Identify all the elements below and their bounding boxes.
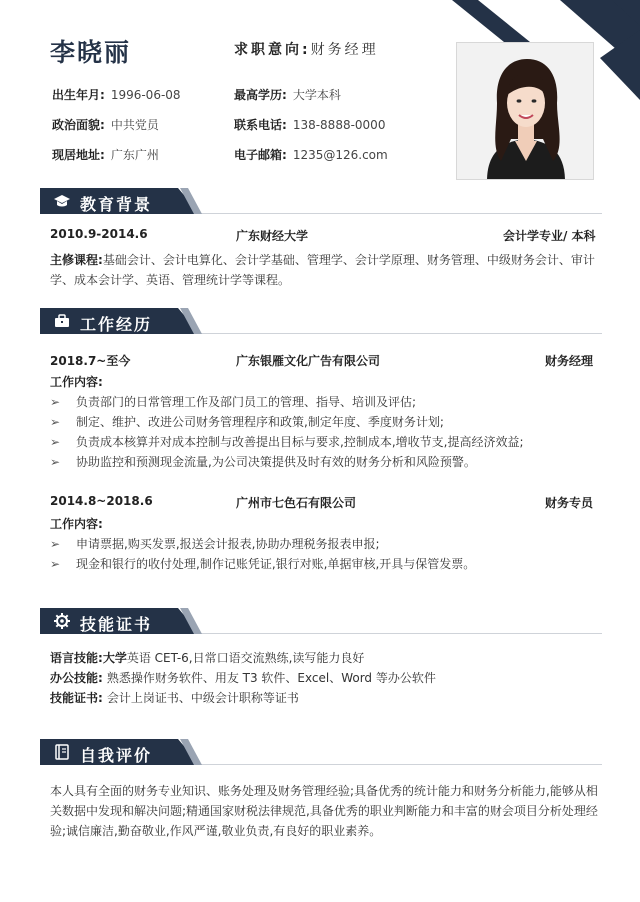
skill-language xyxy=(50,649,364,666)
job2-position: 财务专员 xyxy=(545,496,594,510)
skill-certificate xyxy=(50,689,299,706)
gear-icon xyxy=(54,613,70,629)
job-intent xyxy=(234,39,379,59)
info-phone xyxy=(234,116,385,133)
arrow-bullet-icon: ➢ xyxy=(50,557,61,571)
job1-bullet xyxy=(50,393,416,410)
info-label: 出生年月: xyxy=(52,88,105,102)
info-value: 中共党员 xyxy=(110,118,159,132)
book-icon xyxy=(54,744,70,760)
bullet-text: 负责成本核算并对成本控制与改善提出目标与要求,控制成本,增收节支,提高经济效益; xyxy=(76,435,524,449)
bullet-text: 负责部门的日常管理工作及部门员工的管理、指导、培训及评估; xyxy=(76,395,417,409)
arrow-bullet-icon: ➢ xyxy=(50,537,61,551)
arrow-bullet-icon: ➢ xyxy=(50,455,61,469)
section-skills-header xyxy=(40,608,600,634)
resume-name: 李晓丽 xyxy=(50,38,132,67)
graduation-cap-icon xyxy=(54,194,70,208)
info-education xyxy=(234,86,341,103)
info-label: 联系电话: xyxy=(234,118,287,132)
info-label: 最高学历: xyxy=(234,88,287,102)
job1-bullet xyxy=(50,453,476,470)
job2-bullet xyxy=(50,535,380,552)
job1-content-label: 工作内容: xyxy=(50,375,103,389)
courses-text: 基础会计、会计电算化、会计学基础、管理学、会计学原理、财务管理、中级财务会计、审计 xyxy=(102,253,595,267)
job1-company: 广东银雁文化广告有限公司 xyxy=(236,354,381,368)
skill-value: 英语 CET-6,日常口语交流熟练,读写能力良好 xyxy=(126,651,365,665)
job1-period: 2018.7~至今 xyxy=(50,354,131,368)
job1-bullet xyxy=(50,413,444,430)
info-value: 广东广州 xyxy=(110,148,159,162)
skill-value-bold: 大学 xyxy=(102,651,127,665)
portrait-illustration xyxy=(457,43,594,180)
info-value: 1996-06-08 xyxy=(110,88,181,102)
info-value: 138-8888-0000 xyxy=(292,118,386,132)
courses-label: 主修课程: xyxy=(50,253,103,267)
skill-office xyxy=(50,669,436,686)
job-intent-value: 财务经理 xyxy=(310,42,379,58)
skill-value: 熟悉操作财务软件、用友 T3 软件、Excel、Word 等办公软件 xyxy=(106,671,436,685)
skill-label: 办公技能: xyxy=(50,671,103,685)
info-label: 现居地址: xyxy=(52,148,105,162)
skill-value: 会计上岗证书、中级会计职称等证书 xyxy=(106,691,299,705)
job1-bullet xyxy=(50,433,524,450)
job2-content-label: 工作内容: xyxy=(50,517,103,531)
job2-bullet xyxy=(50,555,475,572)
info-label: 政治面貌: xyxy=(52,118,105,132)
briefcase-icon xyxy=(54,314,70,328)
info-email xyxy=(234,146,388,163)
job1-position: 财务经理 xyxy=(545,354,594,368)
section-title: 自我评价 xyxy=(80,746,153,765)
bullet-text: 协助监控和预测现金流量,为公司决策提供及时有效的财务分析和风险预警。 xyxy=(76,455,476,469)
job2-company: 广州市七色石有限公司 xyxy=(236,496,357,510)
info-birth xyxy=(52,86,181,103)
info-politics xyxy=(52,116,159,133)
bullet-text: 申请票据,购买发票,报送会计报表,协助办理税务报表申报; xyxy=(76,537,380,551)
education-period: 2010.9-2014.6 xyxy=(50,227,148,241)
profile-photo xyxy=(456,42,594,180)
skill-label: 语言技能: xyxy=(50,651,103,665)
info-value: 1235@126.com xyxy=(292,148,388,162)
self-evaluation-text: 本人具有全面的财务专业知识、账务处理及财务管理经验;具备优秀的统计能力和财务分析能力,能够从相关数据中发现和解决问题;精通国家财税法律规范,具备优秀的职业判断能力和丰富的财会项目分析处理经验;诚信廉洁,勤奋敬业,作风严谨,敬业负责,有良好的职业素养。 xyxy=(50,784,598,838)
section-title: 教育背景 xyxy=(80,195,153,214)
education-degree: 会计学专业/ 本科 xyxy=(503,229,596,243)
bullet-text: 制定、维护、改进公司财务管理程序和政策,制定年度、季度财务计划; xyxy=(76,415,444,429)
info-value: 大学本科 xyxy=(292,88,341,102)
bullet-text: 现金和银行的收付处理,制作记账凭证,银行对账,单据审核,开具与保管发票。 xyxy=(76,557,476,571)
section-title: 技能证书 xyxy=(80,615,153,634)
job-intent-label: 求职意向: xyxy=(234,42,311,58)
section-title: 工作经历 xyxy=(80,315,153,334)
arrow-bullet-icon: ➢ xyxy=(50,395,61,409)
arrow-bullet-icon: ➢ xyxy=(50,415,61,429)
skill-label: 技能证书: xyxy=(50,691,103,705)
info-address xyxy=(52,146,159,163)
arrow-bullet-icon: ➢ xyxy=(50,435,61,449)
education-courses-line1 xyxy=(50,251,595,268)
section-work-header xyxy=(40,308,600,334)
education-school: 广东财经大学 xyxy=(236,229,309,243)
education-courses-line2: 学、成本会计学、英语、管理统计学等课程。 xyxy=(50,273,291,287)
section-evaluation-header xyxy=(40,739,600,765)
job2-period: 2014.8~2018.6 xyxy=(50,494,153,508)
info-label: 电子邮箱: xyxy=(234,148,287,162)
section-education-header xyxy=(40,188,600,214)
